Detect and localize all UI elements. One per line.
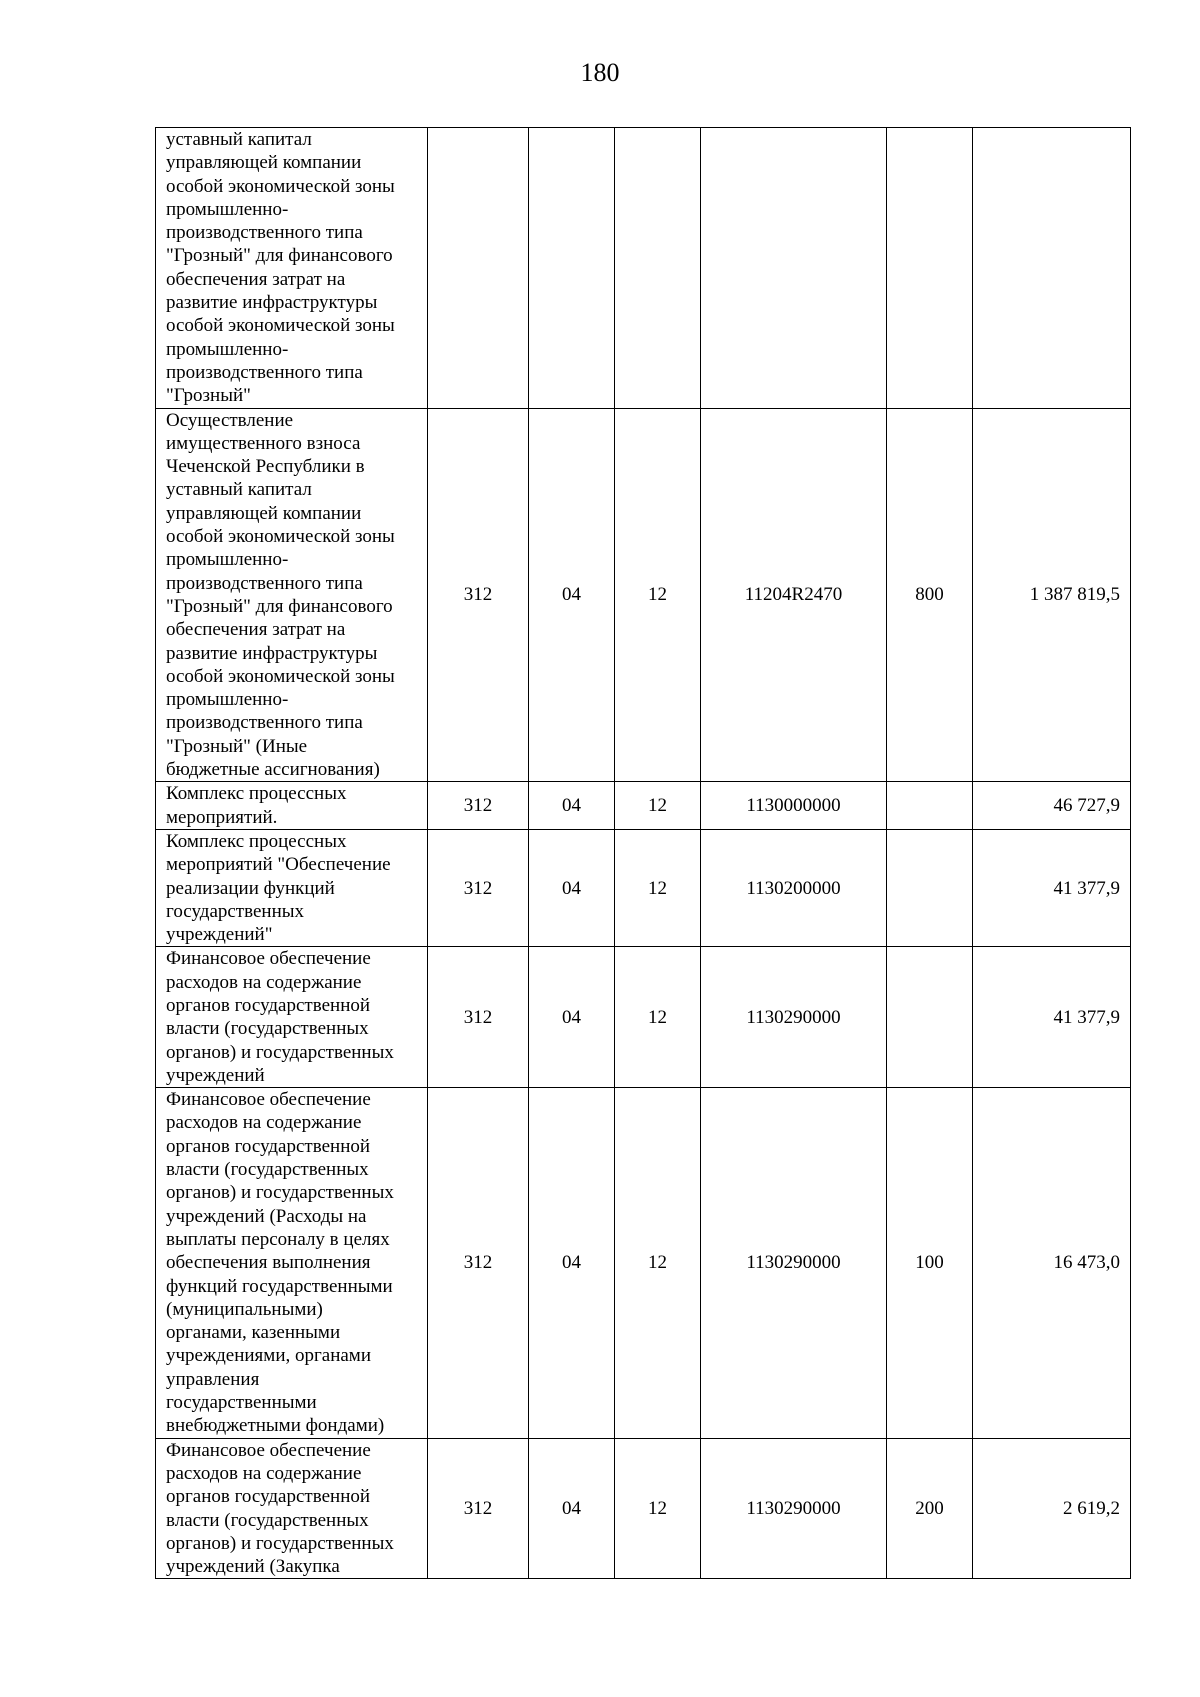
subsection-code: 12 — [615, 1088, 701, 1438]
amount-value: 41 377,9 — [973, 829, 1131, 946]
target-article-code — [701, 128, 887, 409]
target-article-code: 1130290000 — [701, 1438, 887, 1579]
row-description: Осуществление имущественного взноса Чеченской Республики в уставный капитал управляющей компании особой экономической зоны промышленно- производственного типа "Грозный" для финансового обеспечения затрат на развитие инфраструктуры особой экономической зоны промышленно- производственного типа "Грозный" (Иные бюджетные ассигнования) — [156, 408, 428, 782]
section-code — [529, 128, 615, 409]
ministry-code: 312 — [428, 829, 529, 946]
ministry-code: 312 — [428, 1088, 529, 1438]
amount-value: 41 377,9 — [973, 947, 1131, 1088]
subsection-code: 12 — [615, 782, 701, 830]
table-row — [156, 128, 1131, 409]
expense-type-code — [887, 128, 973, 409]
table-row — [156, 947, 1131, 1088]
section-code: 04 — [529, 782, 615, 830]
expense-type-code — [887, 947, 973, 1088]
section-code: 04 — [529, 1088, 615, 1438]
ministry-code: 312 — [428, 1438, 529, 1579]
expense-type-code — [887, 782, 973, 830]
section-code: 04 — [529, 408, 615, 782]
target-article-code: 1130290000 — [701, 1088, 887, 1438]
expense-type-code — [887, 829, 973, 946]
expense-type-code: 200 — [887, 1438, 973, 1579]
ministry-code: 312 — [428, 782, 529, 830]
row-description: Комплекс процессных мероприятий "Обеспечение реализации функций государственных учреждений" — [156, 829, 428, 946]
page-number: 180 — [580, 58, 620, 87]
ministry-code — [428, 128, 529, 409]
expense-type-code: 800 — [887, 408, 973, 782]
table-row — [156, 782, 1131, 830]
row-description: уставный капитал управляющей компании особой экономической зоны промышленно- производственного типа "Грозный" для финансового обеспечения затрат на развитие инфраструктуры особой экономической зоны промышленно- производственного типа "Грозный" — [156, 128, 428, 409]
section-code: 04 — [529, 1438, 615, 1579]
row-description: Комплекс процессных мероприятий. — [156, 782, 428, 830]
amount-value: 16 473,0 — [973, 1088, 1131, 1438]
table-row — [156, 1438, 1131, 1579]
amount-value — [973, 128, 1131, 409]
row-description: Финансовое обеспечение расходов на содержание органов государственной власти (государственных органов) и государственных учреждений (Закупка — [156, 1438, 428, 1579]
subsection-code: 12 — [615, 947, 701, 1088]
target-article-code: 1130200000 — [701, 829, 887, 946]
table-row — [156, 408, 1131, 782]
amount-value: 2 619,2 — [973, 1438, 1131, 1579]
target-article-code: 1130000000 — [701, 782, 887, 830]
ministry-code: 312 — [428, 408, 529, 782]
subsection-code: 12 — [615, 829, 701, 946]
expense-type-code: 100 — [887, 1088, 973, 1438]
subsection-code — [615, 128, 701, 409]
subsection-code: 12 — [615, 408, 701, 782]
target-article-code: 1130290000 — [701, 947, 887, 1088]
section-code: 04 — [529, 829, 615, 946]
ministry-code: 312 — [428, 947, 529, 1088]
table-row — [156, 1088, 1131, 1438]
row-description: Финансовое обеспечение расходов на содержание органов государственной власти (государственных органов) и государственных учреждений — [156, 947, 428, 1088]
section-code: 04 — [529, 947, 615, 1088]
subsection-code: 12 — [615, 1438, 701, 1579]
target-article-code: 11204R2470 — [701, 408, 887, 782]
row-description: Финансовое обеспечение расходов на содержание органов государственной власти (государственных органов) и государственных учреждений (Расходы на выплаты персоналу в целях обеспечения выполнения функций государственными (муниципальными) органами, казенными учреждениями, органами управления государственными внебюджетными фондами) — [156, 1088, 428, 1438]
budget-table — [155, 127, 1131, 1579]
amount-value: 1 387 819,5 — [973, 408, 1131, 782]
amount-value: 46 727,9 — [973, 782, 1131, 830]
table-row — [156, 829, 1131, 946]
